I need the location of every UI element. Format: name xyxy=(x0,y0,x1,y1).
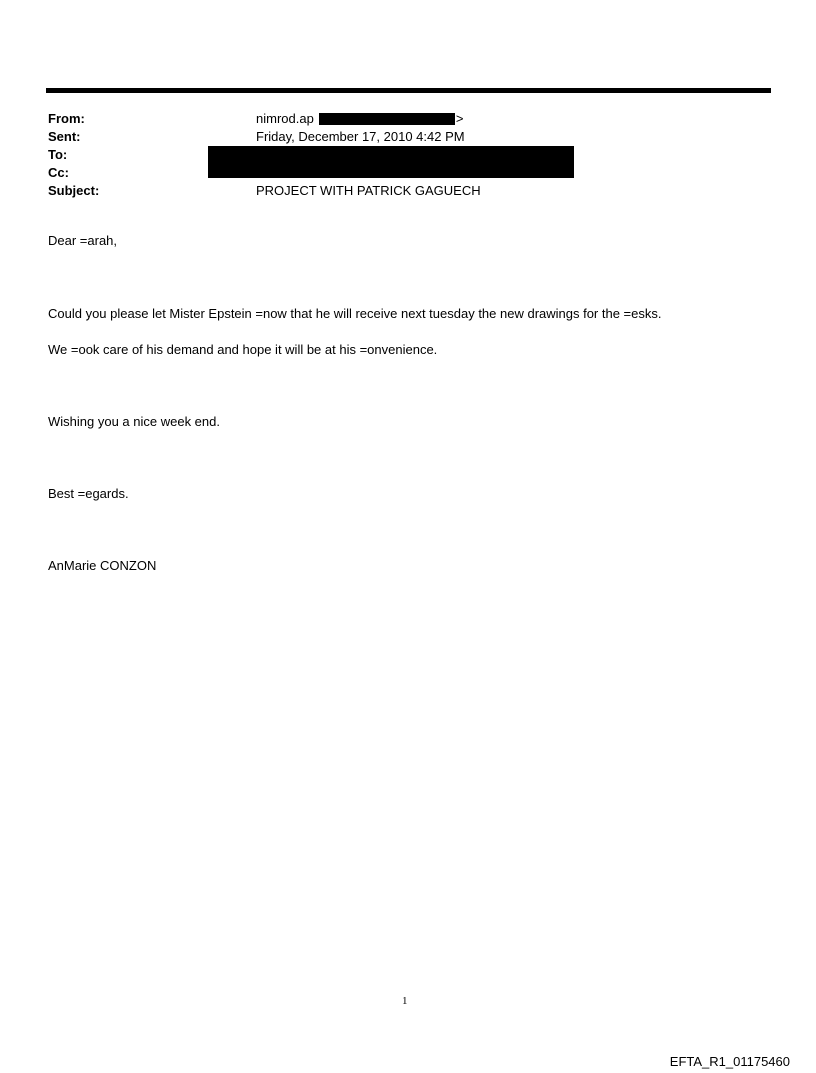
cc-label: Cc: xyxy=(48,165,69,180)
from-label: From: xyxy=(48,111,85,126)
from-address-suffix: > xyxy=(455,111,464,126)
header-divider xyxy=(46,88,771,93)
signature: AnMarie CONZON xyxy=(48,558,157,573)
subject-label: Subject: xyxy=(48,183,100,198)
sent-label: Sent: xyxy=(48,129,81,144)
from-value xyxy=(256,110,463,128)
signoff: Best =egards. xyxy=(48,486,129,501)
subject-value: PROJECT WITH PATRICK GAGUECH xyxy=(256,183,481,198)
redaction-from xyxy=(319,113,455,125)
body-paragraph-2: We =ook care of his demand and hope it will be at his =onvenience. xyxy=(48,342,438,357)
to-label: To: xyxy=(48,147,68,162)
body-paragraph-1: Could you please let Mister Epstein =now that he will receive next tuesday the new drawings for the =esks. xyxy=(48,306,662,321)
from-row xyxy=(48,110,748,128)
sent-value: Friday, December 17, 2010 4:42 PM xyxy=(256,129,465,144)
document-id: EFTA_R1_01175460 xyxy=(669,1054,790,1069)
sent-row xyxy=(48,128,748,146)
from-address: nimrod.ap xyxy=(256,111,314,126)
greeting: Dear =arah, xyxy=(48,233,118,248)
subject-row xyxy=(48,182,748,200)
page-number: 1 xyxy=(402,995,408,1007)
closing-wish: Wishing you a nice week end. xyxy=(48,414,220,429)
redaction-to-cc xyxy=(208,146,574,178)
